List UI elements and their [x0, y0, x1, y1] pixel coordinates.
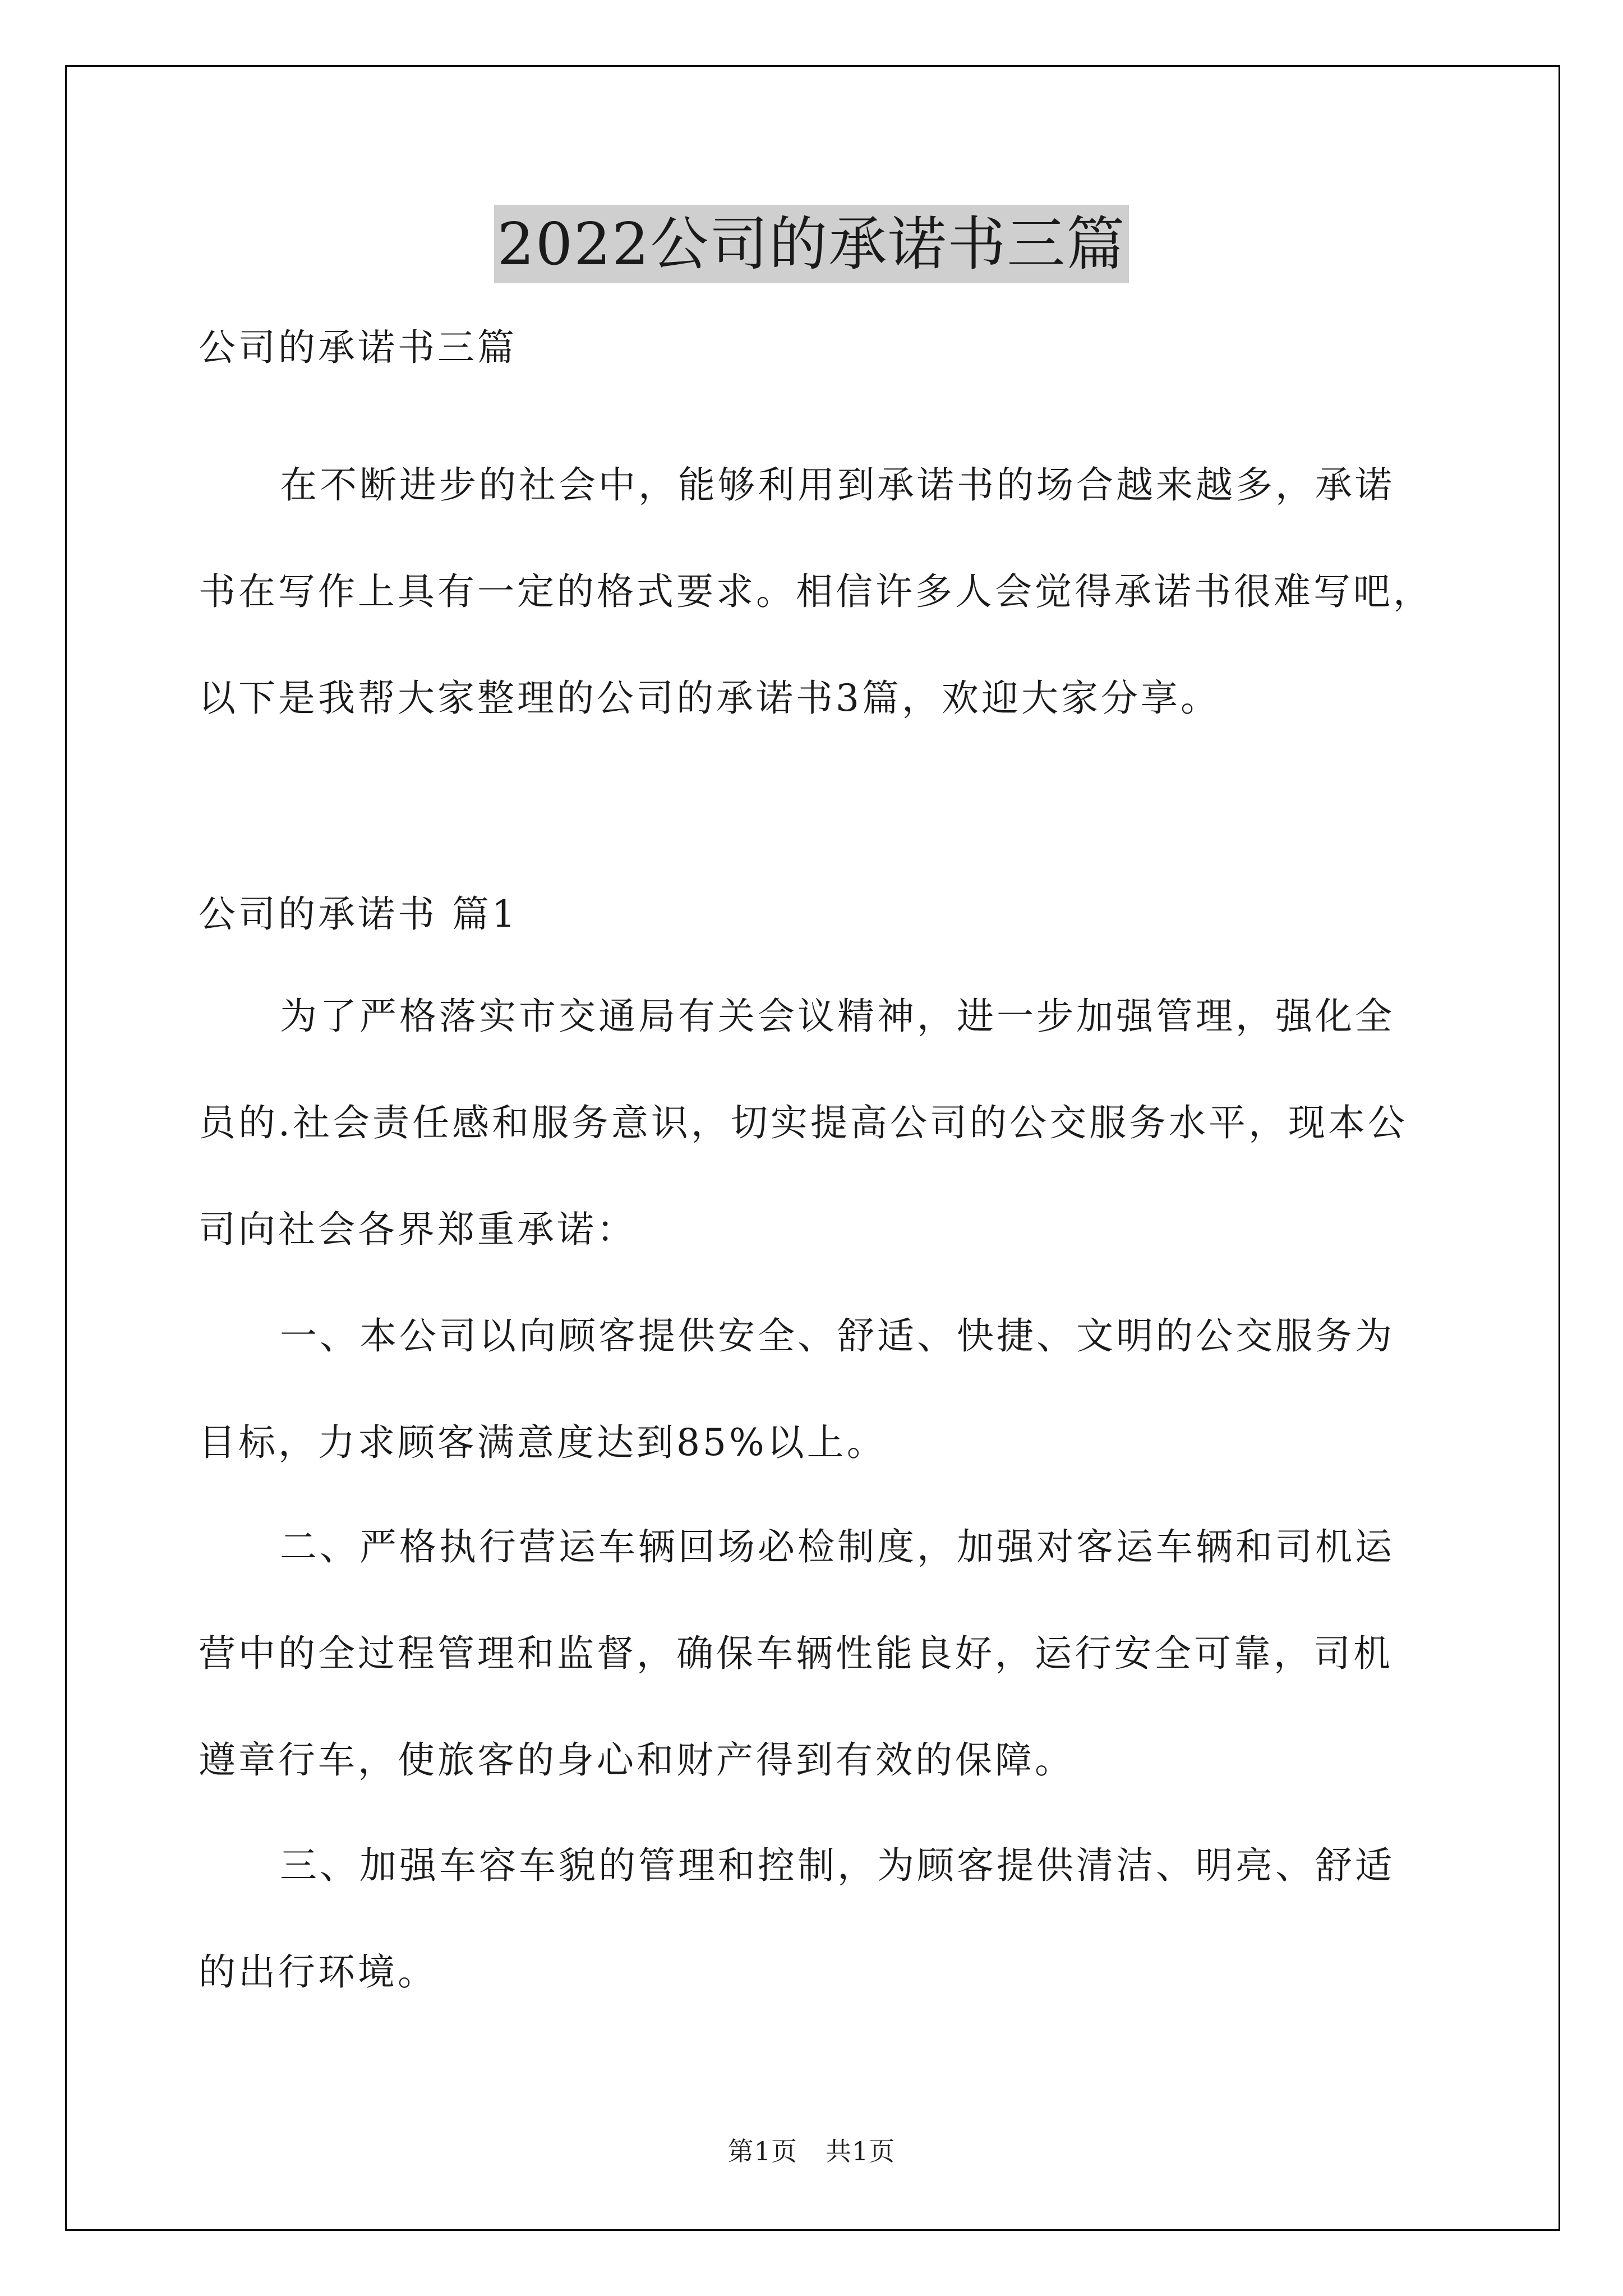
document-title: 2022公司的承诺书三篇: [494, 205, 1129, 283]
intro-line-2: 书在写作上具有一定的格式要求。相信许多人会觉得承诺书很难写吧，: [199, 570, 1433, 613]
page-number-total: 共1页: [826, 2136, 896, 2166]
paragraph-2: [199, 1308, 1427, 1471]
subtitle: 公司的承诺书三篇: [199, 326, 517, 369]
section-heading: 公司的承诺书 篇1: [199, 892, 518, 936]
p2-line-1: 一、本公司以向顾客提供安全、舒适、快捷、文明的公交服务为: [280, 1314, 1395, 1358]
p1-line-1: 为了严格落实市交通局有关会议精神，进一步加强管理，强化全: [280, 995, 1395, 1038]
paragraph-1: [199, 988, 1427, 1258]
page-footer: [0, 2134, 1623, 2168]
p3-line-1: 二、严格执行营运车辆回场必检制度，加强对客运车辆和司机运: [280, 1525, 1395, 1568]
intro-line-3: 以下是我帮大家整理的公司的承诺书3篇，欢迎大家分享。: [199, 677, 1220, 720]
page-number-current: 第1页: [727, 2136, 797, 2166]
p4-line-2: 的出行环境。: [199, 1950, 437, 1994]
p1-line-2: 员的.社会责任感和服务意识，切实提高公司的公交服务水平，现本公: [199, 1101, 1408, 1144]
title-container: [0, 205, 1623, 283]
intro-line-1: 在不断进步的社会中，能够利用到承诺书的场合越来越多，承诺: [280, 463, 1395, 507]
section-heading-block: [199, 886, 1427, 942]
p4-line-1: 三、加强车容车貌的管理和控制，为顾客提供清洁、明亮、舒适: [280, 1844, 1395, 1887]
p2-line-2: 目标，力求顾客满意度达到85%以上。: [199, 1421, 887, 1464]
p1-line-3: 司向社会各界郑重承诺：: [199, 1208, 637, 1251]
p3-line-2: 营中的全过程管理和监督，确保车辆性能良好，运行安全可靠，司机: [199, 1632, 1393, 1675]
paragraph-4: [199, 1838, 1427, 2000]
intro-paragraph: [199, 457, 1433, 726]
paragraph-3: [199, 1519, 1427, 1788]
p3-line-3: 遵章行车，使旅客的身心和财产得到有效的保障。: [199, 1738, 1075, 1782]
subtitle-block: [199, 320, 1427, 376]
